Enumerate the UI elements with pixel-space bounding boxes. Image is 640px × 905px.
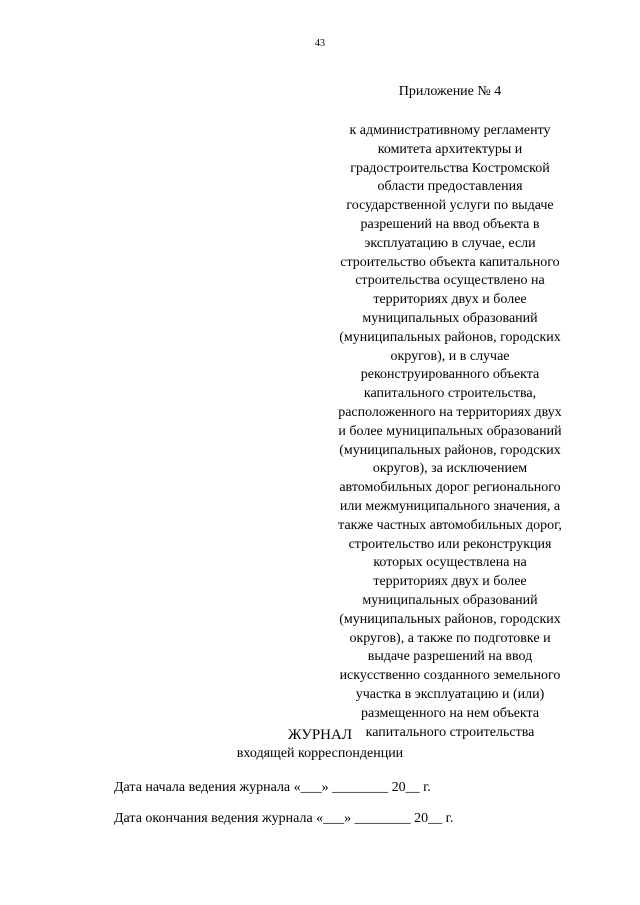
appendix-line: территориях двух и более bbox=[373, 292, 527, 308]
appendix-description bbox=[322, 122, 578, 742]
appendix-line: (муниципальных районов, городских bbox=[339, 442, 561, 458]
appendix-line: (муниципальных районов, городских bbox=[339, 611, 561, 627]
appendix-line: эксплуатацию в случае, если bbox=[364, 235, 536, 251]
appendix-line: строительства осуществлено на bbox=[355, 273, 545, 289]
appendix-line: капитального строительства bbox=[365, 724, 535, 740]
appendix-line: (муниципальных районов, городских bbox=[339, 329, 561, 345]
appendix-line: к административному регламенту bbox=[349, 123, 551, 138]
journal-subtitle: входящей корреспонденции bbox=[236, 746, 404, 761]
appendix-line: участка в эксплуатацию и (или) bbox=[355, 686, 545, 702]
appendix-line: и более муниципальных образований bbox=[338, 423, 562, 439]
appendix-line: расположенного на территориях двух bbox=[338, 404, 562, 420]
appendix-line: государственной услуги по выдаче bbox=[346, 198, 554, 214]
appendix-title: Приложение № 4 bbox=[398, 84, 502, 99]
appendix-line: области предоставления bbox=[377, 179, 523, 195]
appendix-line: капитального строительства, bbox=[363, 386, 537, 402]
appendix-line: строительство объекта капитального bbox=[340, 254, 560, 270]
journal-end-date-line: Дата окончания ведения журнала «___» ________ 20__ г. bbox=[114, 811, 454, 826]
appendix-line: муниципальных образований bbox=[362, 592, 538, 608]
journal-start-date-line: Дата начала ведения журнала «___» ________ 20__ г. bbox=[114, 780, 431, 795]
appendix-line: округов), за исключением bbox=[372, 461, 528, 477]
appendix-line: размещенного на нем объекта bbox=[360, 705, 540, 721]
appendix-line: муниципальных образований bbox=[362, 310, 538, 326]
page-number: 43 bbox=[315, 38, 325, 49]
appendix-line: также частных автомобильных дорог, bbox=[338, 517, 562, 533]
appendix-line: комитета архитектуры и bbox=[377, 141, 523, 157]
appendix-line: территориях двух и более bbox=[373, 574, 527, 590]
appendix-line: разрешений на ввод объекта в bbox=[360, 216, 540, 232]
appendix-line: округов), а также по подготовке и bbox=[349, 630, 551, 646]
appendix-line: выдаче разрешений на ввод bbox=[367, 649, 533, 665]
appendix-line: искусственно созданного земельного bbox=[339, 668, 561, 684]
appendix-line: строительство или реконструкция bbox=[348, 536, 552, 552]
appendix-line: округов), и в случае bbox=[390, 348, 510, 364]
appendix-line: градостроительства Костромской bbox=[350, 160, 550, 176]
appendix-line: или межмуниципального значения, а bbox=[339, 498, 561, 514]
appendix-line: которых осуществлена на bbox=[373, 555, 527, 571]
appendix-line: реконструированного объекта bbox=[360, 367, 540, 383]
appendix-line: автомобильных дорог регионального bbox=[339, 480, 561, 496]
journal-title: ЖУРНАЛ bbox=[287, 727, 353, 743]
